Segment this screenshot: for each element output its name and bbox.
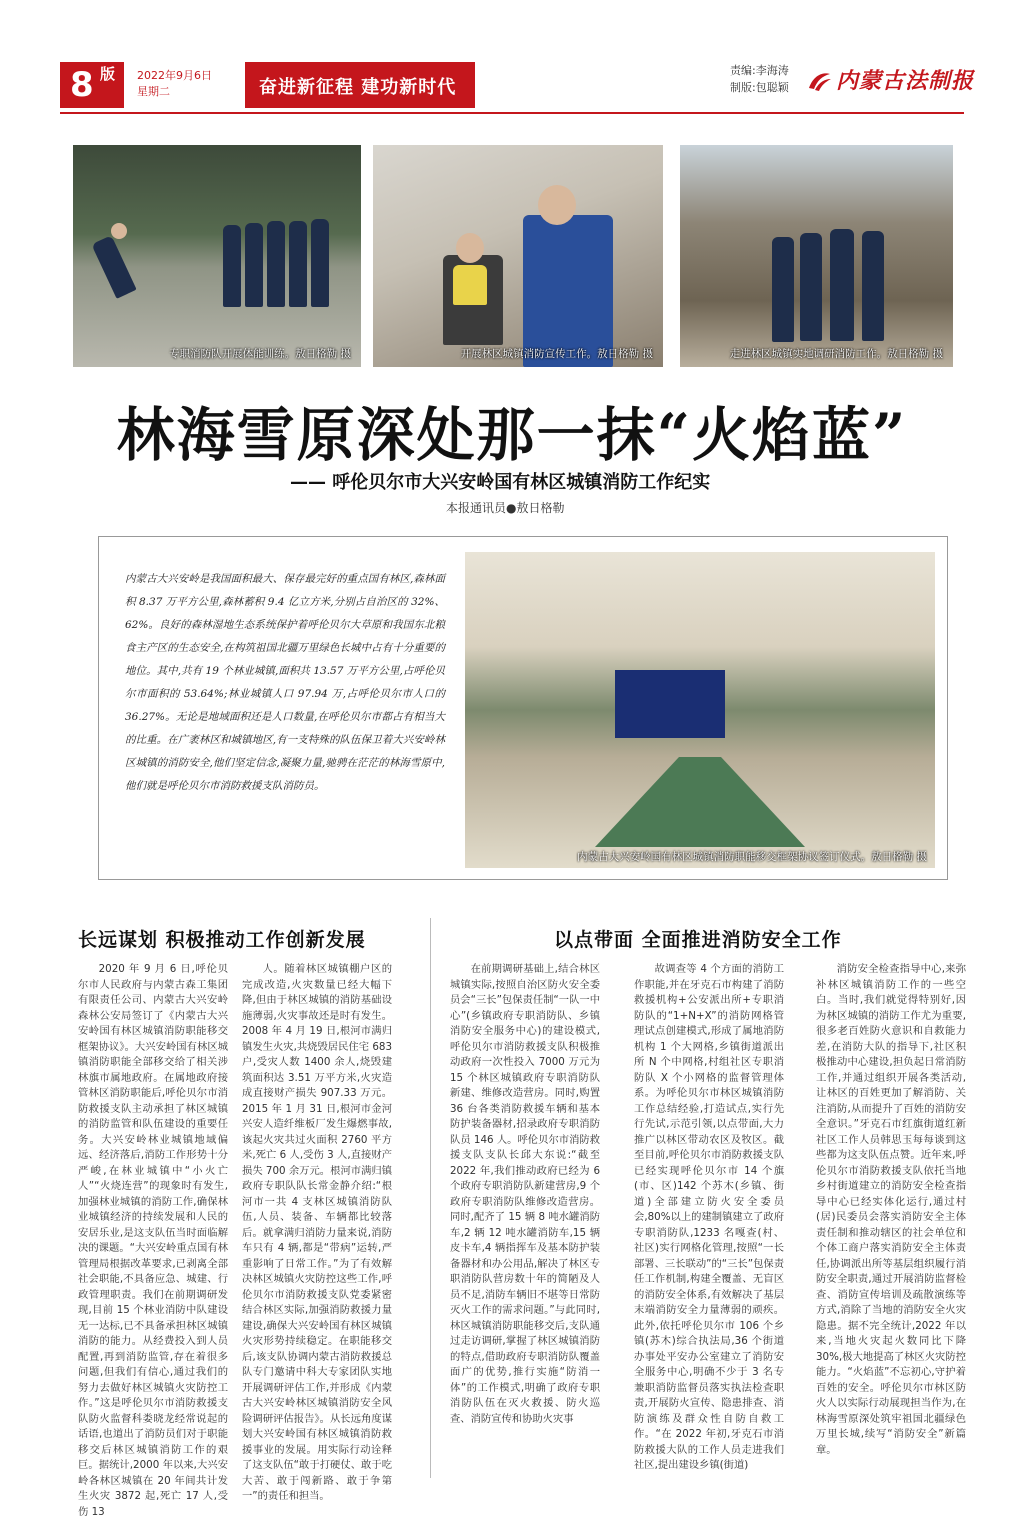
text-column-2 [242, 962, 392, 1502]
text-column-3 [450, 962, 600, 1478]
meeting-table [595, 757, 805, 847]
article-headline: 林海雪原深处那一抹“火焰蓝” [116, 401, 908, 469]
section-title-1: 长远谋划 积极推动工作创新发展 [78, 929, 366, 951]
issue-weekday: 星期二 [137, 85, 170, 98]
figure [830, 229, 854, 341]
photo-publicity [373, 145, 663, 367]
photo-caption: 开展林区城镇消防宣传工作。敖日格勒 摄 [460, 348, 653, 360]
photo-survey [680, 145, 953, 367]
paragraph: 在前期调研基础上,结合林区城镇实际,按照自治区防火安全委员会“三长”包保责任制“一队一中心”(乡镇政府专职消防队、乡镇消防安全服务中心)的建设模式,呼伦贝尔市消防救援支队积极推动政府一次性投入 7000 万元为 15 个林区城镇政府专职消防队新建、维修改造营房。同时,购置 36 台各类消防救援车辆和基本防护装备器材,招录政府专职消防队员 146 人。呼伦贝尔市消防救援支队支队长邱大东说:“截至 2022 年,我们推动政府已经为 6 个政府专职消防队新建营房,9 个政府专职消防队维修改造营房。同时,配齐了 15 辆 8 吨水罐消防车,2 辆 12 吨水罐消防车,15 辆皮卡车,4 辆指挥车及基本防护装备器材和办公用品,解决了林区专职消防队营房数十年的简陋及人员不足,消防车辆旧不堪等日常防灭火工作的需求问题。”与此同时,林区城镇消防职能移交后,支队通过走访调研,掌握了林区城镇消防的特点,借助政府专职消防队覆盖面广的优势,推行实施“防消一体”的工作模式,明确了政府专职消防队伍在灭火救援、防火巡查、消防宣传和协助火灾事 [450, 963, 600, 1425]
paragraph: 故调查等 4 个方面的消防工作职能,并在牙克石市构建了消防救援机构+公安派出所+专职消防队的“1+N+X”的消防网格管理试点创建模式,形成了属地消防机构 1 个大网格,乡镇街道派出所 N 个中网格,村组社区专职消防队 X 个小网格的监督管理体系。为呼伦贝尔市林区城镇消防工作总结经验,打造试点,实行先行先试,示范引领,以点带面,大力推广以林区带动农区及牧区。截至目前,呼伦贝尔市消防救援支队已经实现呼伦贝尔市 14 个旗(市、区)142 个苏木(乡镇、街道)全部建立防火安全委员会,80%以上的建制镇建立了政府专职消防队,1233 名嘎查(村、社区)实行网格化管理,按照“一长部署、三长联动”的“三长”包保责任工作机制,构建全覆盖、无盲区的消防安全体系,有效解决了基层末端消防安全力量薄弱的顽疾。此外,依托呼伦贝尔市 106 个乡镇(苏木)综合执法局,36 个街道办事处平安办公室建立了消防安全服务中心,明确不少于 3 名专兼职消防监督员落实执法检查职责,开展防火宣传、隐患排查、消防演练及群众性自防自救工作。“在 2022 年初,牙克石市消防救援大队的工作人员走进我们社区,提出建设乡镇(街道) [634, 963, 784, 1471]
figure-head [456, 233, 484, 263]
text-column-5 [816, 962, 966, 1478]
photo-signing-ceremony [465, 552, 935, 868]
figure [267, 221, 285, 307]
paragraph: 2020 年 9 月 6 日,呼伦贝尔市人民政府与内蒙古森工集团有限责任公司、内蒙古大兴安岭森林公安局签订了《内蒙古大兴安岭国有林区城镇消防职能移交框架协议》。大兴安岭国有林区城镇消防职能全部移交给了相关涉林旗市属地政府。在属地政府接管林区消防职能后,呼伦贝尔市消防救援支队主动承担了林区城镇的消防监管和队伍建设的重要任务。大兴安岭林业城镇地域偏远、经济落后,消防工作形势十分严峻,在林业城镇中“小火亡人”“火烧连营”的现象时有发生,加强林业城镇的消防工作,确保林业城镇经济的持续发展和人民的安居乐业,是这支队伍当时面临解决的课题。“大兴安岭重点国有林管理局根据改革要求,已剥离全部社会职能,不具备应急、城建、行政管理职责。我们在前期调研发现,目前 15 个林业消防中队建设无一达标,已不具备承担林区城镇消防的能力。从经费投入到人员配置,再到消防监管,存在着很多问题,但我们有信心,通过我们的努力去做好林区城镇火灾防控工作。”这是呼伦贝尔市消防救援支队防火监督科娄晓龙经常说起的话语,也道出了消防员们对于职能移交后林区城镇消防工作的艰巨。据统计,2000 年以来,大兴安岭各林区城镇在 20 年间共计发生火灾 3872 起,死亡 17 人,受伤 13 [78, 963, 228, 1518]
masthead-title: 内蒙古法制报 [836, 68, 975, 94]
text-column-1 [78, 962, 228, 1518]
photo-caption: 走进林区城镇实地调研消防工作。敖日格勒 摄 [729, 348, 943, 360]
page-number: 8 [70, 65, 94, 105]
text-column-4 [634, 962, 784, 1478]
page-number-badge [60, 62, 124, 108]
figure [91, 235, 136, 299]
meeting-screen [615, 670, 725, 738]
figure-head [538, 185, 576, 225]
photo-training [73, 145, 361, 367]
paragraph: 消防安全检查指导中心,来弥补林区城镇消防工作的一些空白。当时,我们就觉得特别好,因为林区城镇的消防工作尤为重要,很多老百姓防火意识和自救能力差,在消防大队的指导下,社区积极推动中心建设,担负起日常消防工作,并通过组织开展各类活动,让林区的百姓更加了解消防、关注消防,从而提升了百姓的消防安全意识。”牙克石市红旗街道红新社区工作人员韩思玉每每谈到这些都为这支队伍点赞。近年来,呼伦贝尔市消防救援支队依托当地乡村街道建立的消防安全检查指导中心已经实体化运行,通过村(居)民委员会落实消防安全主体责任制和推动辖区的社会单位和个体工商户落实消防安全主体责任,协调派出所等基层组织履行消防安全职责,通过开展消防监督检查、消防宣传培训及疏散演练等方式,消除了当地的消防安全火灾隐患。据不完全统计,2022 年以来,当地火灾起火数同比下降 30%,极大地提高了林区火灾防控能力。“火焰蓝”不忘初心,守护着百姓的安全。呼伦贝尔市林区防火人以实际行动展现担当作为,在林海雪原深处筑牢祖国北疆绿色万里长城,续写“消防安全”新篇章。 [816, 963, 966, 1456]
figure [289, 221, 307, 307]
page-label: 版 [100, 65, 116, 83]
photo-caption: 专职消防队开展体能训练。敖日格勒 摄 [169, 348, 351, 360]
article-subhead: —— 呼伦贝尔市大兴安岭国有林区城镇消防工作纪实 [290, 472, 711, 493]
paragraph: 人。随着林区城镇棚户区的完成改造,火灾数量已经大幅下降,但由于林区城镇的消防基础设施薄弱,火灾事故还是时有发生。2008 年 4 月 19 日,根河市满归镇发生火灾,共烧毁居民住宅 683 户,受灾人数 1400 余人,烧毁建筑面积达 3.51 万平方米,火灾造成直接财产损失 907.33 万元。2015 年 1 月 31 日,根河市金河兴安人造纤维板厂发生爆燃事故,该起火灾共过火面积 2760 平方米,死亡 6 人,受伤 3 人,直接财产损失 700 余万元。根河市满归镇政府专职队队长常金静介绍:“根河市一共 4 支林区城镇消防队伍,人员、装备、车辆都比较落后。就拿满归消防力量来说,消防车只有 4 辆,都是“带病”运转,严重影响了日常工作。”为了有效解决林区城镇火灾防控这些工作,呼伦贝尔市消防救援支队党委紧密结合林区实际,加强消防救援力量建设,确保大兴安岭国有林区城镇火灾形势持续稳定。在职能移交后,该支队协调内蒙古消防救援总队专门邀请中科大专家团队实地开展调研评估工作,并形成《内蒙古大兴安岭林区城镇消防安全风险调研评估报告》。从长远角度谋划大兴安岭国有林区城镇消防救援事业的发展。用实际行动诠释了这支队伍“敢于打硬仗、敢于吃大苦、敢于闯新路、敢于争第一”的责任和担当。 [242, 963, 392, 1502]
editors-block [730, 62, 789, 96]
editor-credit: 责编:李海涛 [730, 64, 789, 77]
figure [523, 215, 613, 367]
figure-head [111, 223, 127, 239]
header-rule [60, 112, 964, 114]
photo-caption: 内蒙古大兴安岭国有林区城镇消防职能移交框架协议签订仪式。敖日格勒 摄 [577, 851, 927, 863]
page-header [0, 0, 1024, 120]
section-slogan: 奋进新征程 建功新时代 [245, 62, 475, 108]
column-divider [430, 918, 431, 1478]
masthead-logo-icon [806, 70, 832, 92]
issue-date-block [137, 68, 212, 100]
figure [223, 225, 241, 307]
figure [245, 223, 263, 307]
producer-credit: 制版:包聪颖 [730, 81, 789, 94]
figure [453, 265, 487, 305]
figure [772, 237, 794, 342]
article-byline: 本报通讯员●敖日格勒 [446, 501, 565, 515]
figure [800, 233, 822, 341]
figure [311, 219, 329, 307]
figure [862, 231, 884, 341]
section-title-2: 以点带面 全面推进消防安全工作 [554, 929, 842, 951]
intro-text: 内蒙古大兴安岭是我国面积最大、保存最完好的重点国有林区,森林面积 8.37 万平方公里,森林蓄积 9.4 亿立方米,分别占自治区的 32%、62%。良好的森林湿地生态系统保护着呼伦贝尔大草原和我国东北粮食主产区的生态安全,在构筑祖国北疆万里绿色长城中占有十分重要的地位。其中,共有 19 个林业城镇,面积共 13.57 万平方公里,占呼伦贝尔市面积的 53.64%;林业城镇人口 97.94 万,占呼伦贝尔市人口的 36.27%。无论是地域面积还是人口数量,在呼伦贝尔市都占有相当大的比重。在广袤林区和城镇地区,有一支特殊的队伍保卫着大兴安岭林区城镇的消防安全,他们坚定信念,凝聚力量,驰骋在茫茫的林海雪原中,他们就是呼伦贝尔市消防救援支队消防员。 [125, 573, 445, 792]
issue-date: 2022年9月6日 [137, 69, 212, 82]
